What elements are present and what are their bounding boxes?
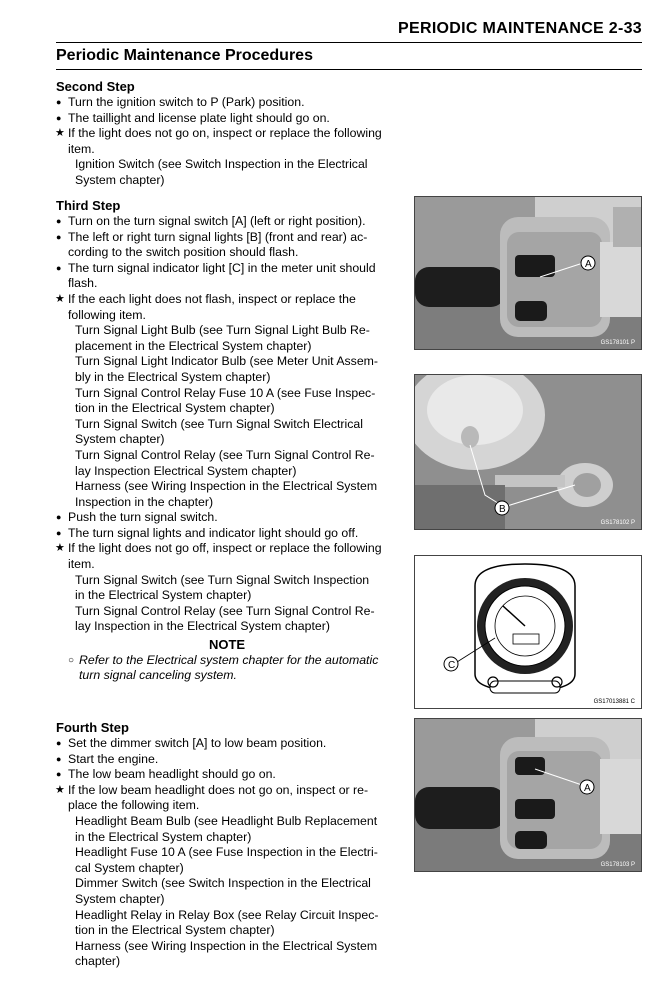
item-line: Inspection in the chapter) (75, 494, 214, 509)
item-line: Harness (see Wiring Inspection in the Electrical System (75, 938, 378, 953)
item-line: Turn Signal Switch (see Turn Signal Switch Inspection (75, 572, 370, 587)
light-photo-drawing (415, 375, 641, 529)
item-line: cal System chapter) (75, 860, 184, 875)
fourth-step-lines (56, 736, 398, 970)
continuation-line: cording to the switch position should flash. (68, 245, 299, 260)
note-line: turn signal canceling system. (79, 668, 237, 683)
bullet-line: ● Start the engine. (56, 752, 398, 768)
bullet-line: ● Turn on the turn signal switch [A] (left or right position). (56, 214, 398, 230)
item-line: Turn Signal Control Relay (see Turn Signal Control Re- (75, 447, 375, 462)
item-line: Headlight Fuse 10 A (see Fuse Inspection in the Electri- (75, 845, 378, 860)
item-line: Turn Signal Light Indicator Bulb (see Meter Unit Assem- (75, 354, 379, 369)
figure-code: GS178101 P (600, 340, 635, 346)
meter-unit-drawing (414, 555, 642, 709)
note-circle-mark: ○ (68, 654, 75, 666)
note-line (56, 653, 398, 669)
bullet-line: ● The low beam headlight should go on. (56, 767, 398, 783)
turn-signal-switch-photo (414, 196, 642, 350)
section-rule (56, 69, 642, 70)
item-line: placement in the Electrical System chapter) (75, 338, 312, 353)
meter-line-drawing (415, 556, 641, 708)
item-line: Turn Signal Control Relay (see Turn Signal Control Re- (75, 603, 375, 618)
item-line: lay Inspection Electrical System chapter) (75, 463, 297, 478)
second-step-heading: Second Step (56, 79, 135, 94)
turn-signal-light-photo (414, 374, 642, 530)
star-line: ★ If the low beam headlight does not go on, inspect or re- (56, 783, 398, 799)
item-line: Harness (see Wiring Inspection in the Electrical System (75, 479, 378, 494)
switch-photo-drawing (415, 197, 641, 349)
item-line: Headlight Beam Bulb (see Headlight Bulb Replacement (75, 813, 378, 828)
second-step-block (56, 79, 398, 189)
item-line: System chapter) (75, 891, 165, 906)
callout-a-label: A (585, 259, 592, 270)
item-line: in the Electrical System chapter) (75, 829, 252, 844)
item-line: Turn Signal Light Bulb (see Turn Signal Light Bulb Re- (75, 323, 370, 338)
bullet-line: ● The left or right turn signal lights [B] (front and rear) ac- (56, 230, 398, 246)
item-line: tion in the Electrical System chapter) (75, 401, 275, 416)
bullet-line: ● Push the turn signal switch. (56, 510, 398, 526)
continuation-line: item. (68, 557, 95, 572)
bullet-line: ● The turn signal lights and indicator light should go off. (56, 526, 398, 542)
section-title: Periodic Maintenance Procedures (56, 47, 313, 64)
figure-code: GS178103 P (600, 862, 635, 868)
header-rule (56, 42, 642, 43)
item-line: in the Electrical System chapter) (75, 588, 252, 603)
bullet-line: ● Turn the ignition switch to P (Park) position. (56, 95, 398, 111)
dimmer-switch-photo (414, 718, 642, 872)
item-line: Headlight Relay in Relay Box (see Relay Circuit Inspec- (75, 907, 379, 922)
callout-b-label: B (499, 504, 506, 515)
star-line: ★ If the light does not go off, inspect or replace the following (56, 541, 398, 557)
item-line: bly in the Electrical System chapter) (75, 369, 271, 384)
item-line: tion in the Electrical System chapter) (75, 923, 275, 938)
third-step-block (56, 198, 398, 684)
continuation-line: flash. (68, 276, 98, 291)
bullet-line: ● Set the dimmer switch [A] to low beam position. (56, 736, 398, 752)
continuation-line: item. (68, 141, 95, 156)
item-line: System chapter) (75, 172, 165, 187)
note-title: NOTE (208, 637, 246, 653)
item-line: Ignition Switch (see Switch Inspection in the Electrical (75, 157, 368, 172)
callout-a-label: A (584, 783, 591, 794)
third-step-lines (56, 214, 398, 635)
bullet-line: ● The turn signal indicator light [C] in the meter unit should (56, 261, 398, 277)
continuation-line: place the following item. (68, 798, 200, 813)
callout-c-label: C (448, 660, 456, 671)
item-line: System chapter) (75, 432, 165, 447)
note-text: Refer to the Electrical system chapter for the automatic (79, 652, 379, 667)
fourth-step-heading: Fourth Step (56, 720, 129, 735)
bullet-line: ● The taillight and license plate light should go on. (56, 111, 398, 127)
item-line: chapter) (75, 954, 121, 969)
fourth-step-block (56, 720, 398, 970)
star-line: ★ If the light does not go on, inspect or replace the following (56, 126, 398, 142)
dimmer-photo-drawing (415, 719, 641, 871)
figure-code: GS17013881 C (593, 699, 635, 705)
continuation-line: following item. (68, 307, 146, 322)
third-step-heading: Third Step (56, 198, 121, 213)
page-header-title: PERIODIC MAINTENANCE 2-33 (398, 20, 642, 37)
item-line: Turn Signal Switch (see Turn Signal Switch Electrical (75, 416, 363, 431)
figure-code: GS178102 P (600, 520, 635, 526)
item-line: Turn Signal Control Relay Fuse 10 A (see Fuse Inspec- (75, 385, 376, 400)
item-line: lay Inspection in the Electrical System chapter) (75, 619, 330, 634)
item-line: Dimmer Switch (see Switch Inspection in the Electrical (75, 876, 371, 891)
star-line: ★ If the each light does not flash, inspect or replace the (56, 292, 398, 308)
